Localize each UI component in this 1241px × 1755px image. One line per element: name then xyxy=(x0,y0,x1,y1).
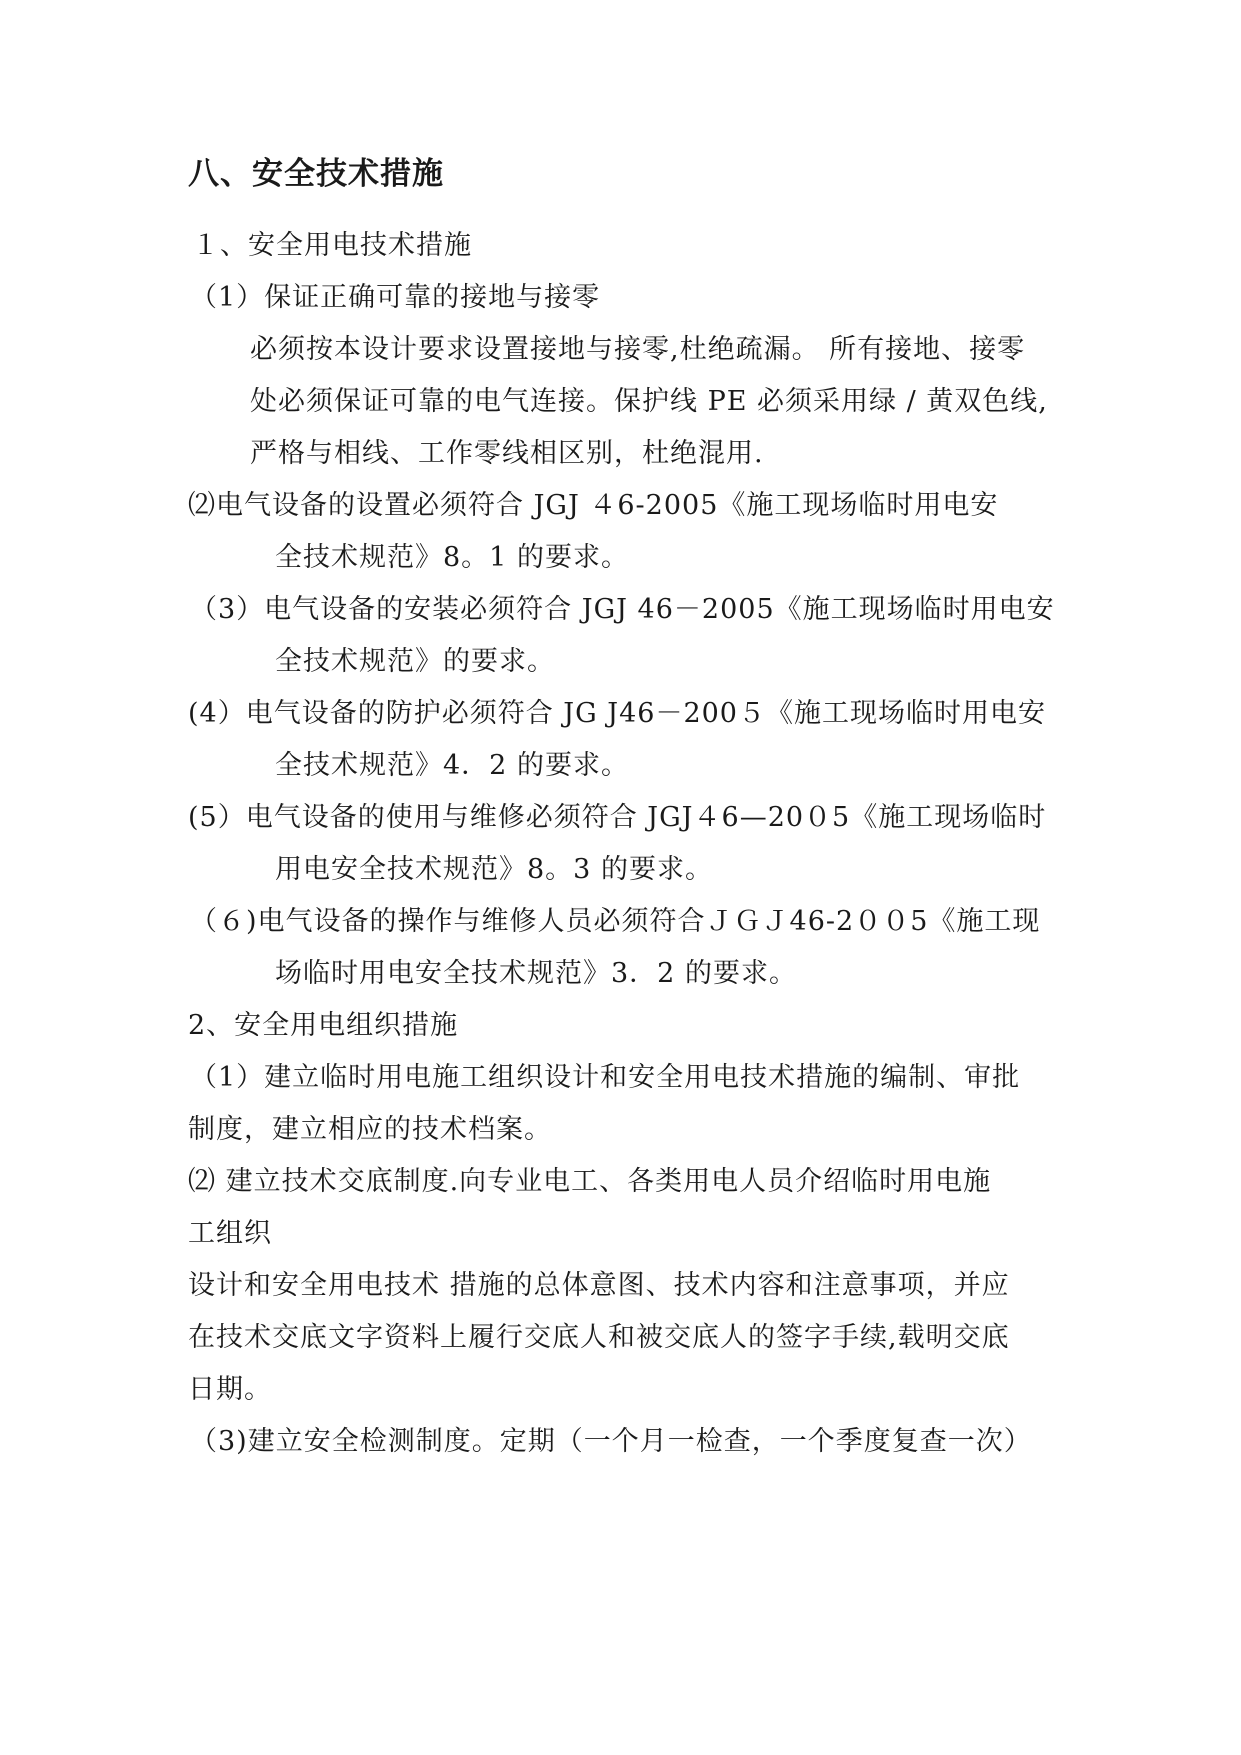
org-item-2-line: ⑵ 建立技术交底制度.向专业电工、各类用电人员介绍临时用电施 xyxy=(188,1166,992,1197)
item-5-continuation: 用电安全技术规范》8。3 的要求。 xyxy=(275,854,713,885)
subsection-title-electrical-tech: １、安全用电技术措施 xyxy=(192,230,472,261)
section-heading: 八、安全技术措施 xyxy=(188,156,444,192)
item-4-line: (4）电气设备的防护必须符合 JG J46－200５《施工现场临时用电安 xyxy=(188,698,1046,729)
item-5-line: (5）电气设备的使用与维修必须符合 JGJ４6—20０5《施工现场临时 xyxy=(188,802,1047,833)
paragraph-line: 严格与相线、工作零线相区别，杜绝混用. xyxy=(250,438,764,469)
item-6-line: （６)电气设备的操作与维修人员必须符合ＪＧＪ46-2００5《施工现 xyxy=(190,906,1041,937)
item-3-continuation: 全技术规范》的要求。 xyxy=(275,646,555,677)
org-item-1-continuation: 制度，建立相应的技术档案。 xyxy=(188,1114,552,1145)
item-2-continuation: 全技术规范》8。1 的要求。 xyxy=(275,542,629,573)
org-item-2-continuation: 工组织 xyxy=(188,1218,272,1249)
paragraph-line: 必须按本设计要求设置接地与接零,杜绝疏漏。 所有接地、接零 xyxy=(250,334,1026,365)
item-2-line: ⑵电气设备的设置必须符合 JGJ ４6-2005《施工现场临时用电安 xyxy=(188,490,999,521)
paragraph-line: 设计和安全用电技术 措施的总体意图、技术内容和注意事项，并应 xyxy=(188,1270,1010,1301)
item-3-line: （3）电气设备的安装必须符合 JGJ 46－2005《施工现场临时用电安 xyxy=(190,594,1055,625)
paragraph-line: 在技术交底文字资料上履行交底人和被交底人的签字手续,载明交底 xyxy=(188,1322,1010,1353)
item-1-title: （1）保证正确可靠的接地与接零 xyxy=(190,282,601,313)
item-6-continuation: 场临时用电安全技术规范》3．2 的要求。 xyxy=(275,958,797,989)
paragraph-line: 处必须保证可靠的电气连接。保护线 PE 必须采用绿 / 黄双色线, xyxy=(250,386,1048,417)
org-item-3-line: （3)建立安全检测制度。定期（一个月一检查，一个季度复查一次） xyxy=(190,1426,1032,1457)
org-item-1-line: （1）建立临时用电施工组织设计和安全用电技术措施的编制、审批 xyxy=(190,1062,1021,1093)
subsection-title-organization: 2、安全用电组织措施 xyxy=(188,1010,459,1041)
item-4-continuation: 全技术规范》4．2 的要求。 xyxy=(275,750,629,781)
paragraph-line: 日期。 xyxy=(188,1374,272,1405)
